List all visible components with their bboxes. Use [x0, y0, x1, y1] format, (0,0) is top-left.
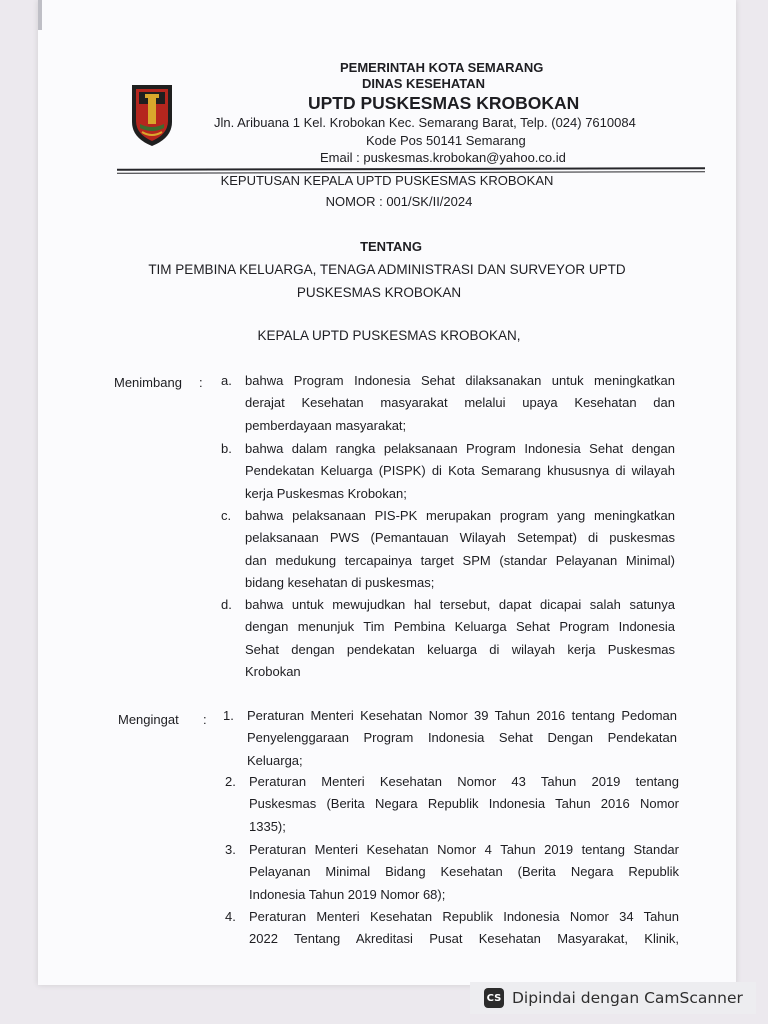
item-line: dan medukung tercapainya target SPM (standar Pelayanan Minimal)	[245, 552, 675, 568]
item-line: Pendekatan Keluarga (PISPK) di Kota Semarang khususnya di wilayah	[245, 463, 675, 479]
item-marker: 4.	[225, 909, 236, 924]
header-address: Jln. Aribuana 1 Kel. Krobokan Kec. Semarang Barat, Telp. (024) 7610084	[214, 115, 636, 130]
item-marker: d.	[221, 597, 232, 612]
menimbang-label: Menimbang	[114, 375, 182, 390]
menimbang-item-b	[221, 438, 675, 505]
mengingat-item-2	[225, 771, 679, 838]
item-line: bahwa Program Indonesia Sehat dilaksanakan untuk meningkatkan	[245, 373, 675, 388]
item-line: bahwa dalam rangka pelaksanaan Program Indonesia Sehat dengan	[245, 441, 675, 456]
item-line: bahwa untuk mewujudkan hal tersebut, dapat dicapai salah satunya	[245, 597, 675, 612]
decree-subject-line-1: TIM PEMBINA KELUARGA, TENAGA ADMINISTRASI DAN SURVEYOR UPTD	[148, 262, 626, 277]
item-line: Peraturan Menteri Kesehatan Nomor 4 Tahun 2019 tentang Standar	[249, 842, 679, 857]
item-line: 1335);	[249, 818, 286, 834]
item-line: bahwa pelaksanaan PIS-PK merupakan program yang meningkatkan	[245, 508, 675, 523]
decree-issuer: KEPALA UPTD PUSKESMAS KROBOKAN,	[257, 328, 521, 343]
item-line: dengan menunjuk Tim Pembina Keluarga Sehat Program Indonesia	[245, 619, 675, 635]
item-line: Pelayanan Minimal Bidang Kesehatan (Berita Negara Republik	[249, 864, 679, 880]
item-line: pelaksanaan PWS (Pemantauan Wilayah Setempat) di puskesmas	[245, 530, 675, 546]
item-line: Peraturan Menteri Kesehatan Nomor 39 Tahun 2016 tentang Pedoman	[247, 708, 677, 723]
menimbang-item-c	[221, 505, 675, 594]
header-email: Email : puskesmas.krobokan@yahoo.co.id	[320, 150, 566, 165]
mengingat-label: Mengingat	[118, 712, 179, 727]
item-line: kerja Puskesmas Krobokan;	[245, 485, 407, 501]
item-line: Peraturan Menteri Kesehatan Republik Indonesia Nomor 34 Tahun	[249, 909, 679, 924]
mengingat-item-4	[225, 906, 679, 951]
header-postcode: Kode Pos 50141 Semarang	[366, 133, 526, 148]
item-marker: a.	[221, 373, 232, 388]
item-marker: 3.	[225, 842, 236, 857]
mengingat-item-3	[225, 839, 679, 906]
decree-title: KEPUTUSAN KEPALA UPTD PUSKESMAS KROBOKAN	[220, 173, 554, 188]
camscanner-icon: CS	[484, 988, 504, 1008]
item-line: 2022 Tentang Akreditasi Pusat Kesehatan Masyarakat, Klinik,	[249, 931, 679, 947]
header-department: DINAS KESEHATAN	[362, 76, 486, 91]
item-marker: c.	[221, 508, 232, 523]
header-government: PEMERINTAH KOTA SEMARANG	[340, 60, 544, 75]
camscanner-watermark	[470, 982, 756, 1014]
menimbang-colon: :	[199, 375, 203, 390]
menimbang-item-d	[221, 594, 675, 683]
decree-subject-line-2: PUSKESMAS KROBOKAN	[296, 285, 462, 300]
item-marker: 1.	[223, 708, 234, 723]
item-line: Sehat dengan pendekatan keluarga di wilayah kerja Puskesmas	[245, 641, 675, 657]
camscanner-label: Dipindai dengan CamScanner	[512, 989, 743, 1007]
semarang-emblem-icon	[128, 82, 176, 148]
header-institution: UPTD PUSKESMAS KROBOKAN	[308, 93, 580, 113]
item-line: Penyelenggaraan Program Indonesia Sehat Dengan Pendekatan	[247, 730, 677, 746]
item-line: bidang kesehatan di puskesmas;	[245, 574, 435, 590]
item-line: Peraturan Menteri Kesehatan Nomor 43 Tahun 2019 tentang	[249, 774, 679, 789]
item-line: pemberdayaan masyarakat;	[245, 417, 407, 433]
item-line: Krobokan	[245, 663, 301, 679]
mengingat-colon: :	[203, 712, 207, 727]
item-line: Puskesmas (Berita Negara Republik Indonesia Tahun 2016 Nomor	[249, 796, 679, 812]
decree-number: NOMOR : 001/SK/II/2024	[325, 194, 473, 209]
menimbang-item-a	[221, 370, 675, 437]
item-line: Indonesia Tahun 2019 Nomor 68);	[249, 886, 446, 902]
page-edge-shadow	[38, 0, 42, 30]
mengingat-item-1	[223, 705, 677, 772]
item-line: derajat Kesehatan masyarakat melalui upaya Kesehatan dan	[245, 395, 675, 411]
item-marker: b.	[221, 441, 232, 456]
item-line: Keluarga;	[247, 752, 303, 768]
item-marker: 2.	[225, 774, 236, 789]
decree-about-label: TENTANG	[360, 239, 422, 254]
